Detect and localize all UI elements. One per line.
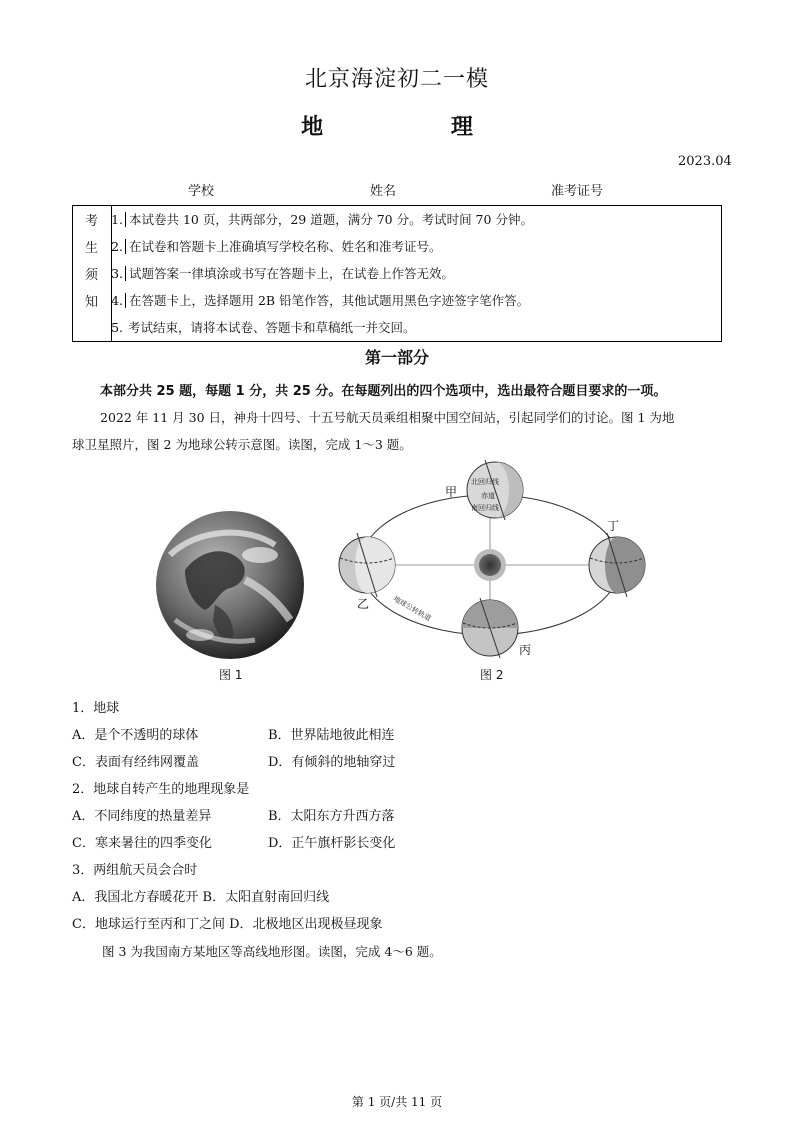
side-char: 生 bbox=[85, 241, 99, 256]
notes-item-number: 1. bbox=[111, 212, 126, 227]
figure-2-revolution-diagram bbox=[335, 458, 655, 666]
answer-option: A．我国北方春暖花开 B．太阳直射南回归线 bbox=[72, 890, 330, 905]
name-field-label: 姓名 bbox=[370, 184, 397, 199]
figure-1-caption: 图 1 bbox=[219, 668, 243, 682]
side-char: 须 bbox=[85, 268, 99, 283]
subject-title: 地 理 bbox=[301, 114, 513, 140]
orbit-label: 地球公转轨道 bbox=[392, 594, 433, 623]
answer-option: D．正午旗杆影长变化 bbox=[268, 836, 396, 851]
notes-side-label bbox=[73, 206, 112, 341]
question-stem: 2．地球自转产生的地理现象是 bbox=[72, 782, 250, 797]
tropic-label: 北回归线 bbox=[471, 478, 499, 486]
side-char: 知 bbox=[85, 295, 99, 310]
figure-1-earth-photo bbox=[155, 510, 305, 660]
notes-item-text: 考试结束，请将本试卷、答题卡和草稿纸一并交回。 bbox=[128, 320, 416, 335]
notes-item bbox=[111, 264, 454, 282]
earth-position-bing bbox=[462, 598, 518, 658]
position-label-jia: 甲 bbox=[445, 485, 458, 499]
earth-position-ding bbox=[589, 533, 645, 597]
position-label-ding: 丁 bbox=[607, 519, 620, 533]
notes-item bbox=[111, 237, 442, 255]
question-stem: 1．地球 bbox=[72, 701, 120, 716]
notes-item-number: 5. bbox=[111, 320, 123, 335]
earth-position-jia bbox=[467, 460, 523, 520]
school-field-label: 学校 bbox=[188, 184, 215, 199]
notes-item-number: 4. bbox=[111, 293, 126, 308]
context-paragraph-line: 球卫星照片，图 2 为地球公转示意图。读图，完成 1～3 题。 bbox=[72, 437, 412, 452]
part-heading: 第一部分 bbox=[364, 348, 429, 367]
notes-item-text: 试题答案一律填涂或书写在答题卡上，在试卷上作答无效。 bbox=[129, 266, 455, 281]
answer-option: C．表面有经纬网覆盖 bbox=[72, 755, 199, 770]
answer-option: B．世界陆地彼此相连 bbox=[268, 728, 395, 743]
notes-item-number: 3. bbox=[111, 266, 126, 281]
answer-option: C．地球运行至丙和丁之间 D．北极地区出现极昼现象 bbox=[72, 917, 383, 932]
notes-item-text: 在答题卡上，选择题用 2B 铅笔作答，其他试题用黑色字迹签字笔作答。 bbox=[129, 293, 530, 308]
answer-option: C．寒来暑往的四季变化 bbox=[72, 836, 212, 851]
notes-item bbox=[111, 210, 533, 228]
exam-number-field-label: 准考证号 bbox=[551, 184, 604, 199]
notes-item bbox=[111, 318, 416, 336]
answer-option: A．不同纬度的热量差异 bbox=[72, 809, 212, 824]
tropic-label: 南回归线 bbox=[471, 504, 499, 512]
position-label-bing: 丙 bbox=[519, 643, 532, 657]
earth-position-yi bbox=[339, 533, 395, 597]
answer-option: B．太阳东方升西方落 bbox=[268, 809, 395, 824]
answer-option: A．是个不透明的球体 bbox=[72, 728, 199, 743]
notes-item-text: 本试卷共 10 页，共两部分，29 道题，满分 70 分。考试时间 70 分钟。 bbox=[129, 212, 533, 227]
context-paragraph-line: 2022 年 11 月 30 日，神舟十四号、十五号航天员乘组相聚中国空间站，引起同学们的讨论。图 1 为地 bbox=[100, 410, 675, 425]
exam-notes-box bbox=[72, 205, 722, 342]
notes-item bbox=[111, 291, 529, 309]
notes-item-number: 2. bbox=[111, 239, 126, 254]
question-stem: 3．两组航天员会合时 bbox=[72, 863, 198, 878]
part-instructions: 本部分共 25 题，每题 1 分，共 25 分。在每题列出的四个选项中，选出最符合题目要求的一项。 bbox=[100, 384, 667, 399]
equator-label: 赤道 bbox=[481, 492, 495, 500]
position-label-yi: 乙 bbox=[357, 597, 370, 611]
figure-2-caption: 图 2 bbox=[480, 668, 504, 682]
next-context-paragraph: 图 3 为我国南方某地区等高线地形图。读图，完成 4～6 题。 bbox=[102, 944, 442, 959]
answer-option: D．有倾斜的地轴穿过 bbox=[268, 755, 396, 770]
page-footer: 第 1 页/共 11 页 bbox=[351, 1095, 443, 1109]
sun-icon bbox=[474, 549, 506, 581]
notes-item-text: 在试卷和答题卡上准确填写学校名称、姓名和准考证号。 bbox=[129, 239, 442, 254]
side-char: 考 bbox=[85, 214, 99, 229]
exam-title: 北京海淀初二一模 bbox=[304, 67, 489, 92]
exam-date: 2023.04 bbox=[678, 154, 732, 169]
